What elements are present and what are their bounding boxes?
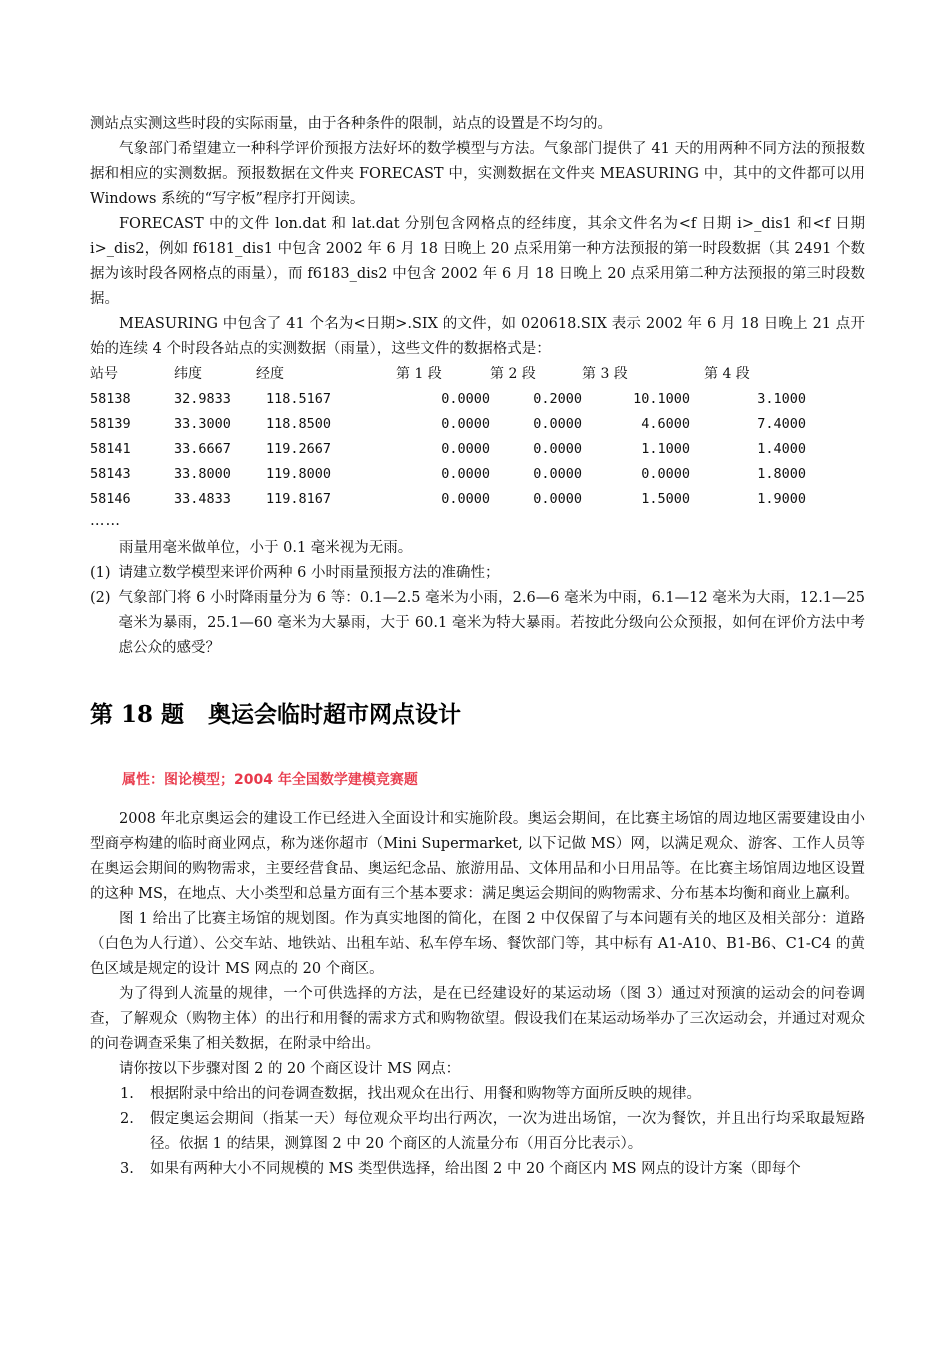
- table-row: [90, 437, 806, 462]
- step-marker: 3.: [120, 1161, 134, 1177]
- cell-period-1: 0.0000: [441, 441, 490, 457]
- unit-note: 雨量用毫米做单位，小于 0.1 毫米视为无雨。: [119, 540, 413, 556]
- cell-longitude: 119.8167: [266, 491, 332, 507]
- step-text: 根据附录中给出的问卷调查数据，找出观众在出行、用餐和购物等方面所反映的规律。: [150, 1086, 701, 1102]
- header-station: 站号: [90, 366, 118, 382]
- question-2-marker: (2): [90, 590, 111, 606]
- section-paragraph-2: 图 1 给出了比赛主场馆的规划图。作为真实地图的简化，在图 2 中仅保留了与本问题有关的地区及相关部分：道路（白色为人行道）、公交车站、地铁站、出租车站、私车停车场、餐饮部门等，其中标有 A1-A10、B1-B6、C1-C4 的黄色区域是规定的设计 MS 网点的 20 个商区。: [90, 911, 865, 977]
- header-period-4: 第 4 段: [704, 366, 750, 382]
- cell-period-3: 10.1000: [633, 391, 690, 407]
- question-1-text: 请建立数学模型来评价两种 6 小时雨量预报方法的准确性；: [118, 565, 500, 581]
- section-paragraph-3: 为了得到人流量的规律，一个可供选择的方法，是在已经建设好的某运动场（图 3）通过对预演的运动会的问卷调查，了解观众（购物主体）的出行和用餐的需求方式和购物欲望。假设我们在某运动场举办了三次运动会，并通过对观众的问卷调查采集了相关数据，在附录中给出。: [90, 986, 865, 1052]
- table-row: [90, 412, 806, 437]
- cell-period-4: 1.9000: [757, 491, 806, 507]
- header-latitude: 纬度: [174, 366, 202, 382]
- cell-latitude: 33.3000: [174, 416, 231, 432]
- cell-period-1: 0.0000: [441, 466, 490, 482]
- section-attribute: 属性：图论模型；2004 年全国数学建模竞赛题: [122, 772, 418, 788]
- cell-period-1: 0.0000: [441, 416, 490, 432]
- intro-paragraph-1: 气象部门希望建立一种科学评价预报方法好坏的数学模型与方法。气象部门提供了 41 天的用两种不同方法的预报数据和相应的实测数据。预报数据在文件夹 FORECAST 中，实测数据在文件夹 MEASURING 中，其中的文件都可以用 Windows 系统的“写字板”程序打开阅读。: [90, 141, 865, 207]
- intro-continuation: 测站点实测这些时段的实际雨量，由于各种条件的限制，站点的设置是不均匀的。: [90, 116, 612, 132]
- cell-longitude: 118.8500: [266, 416, 332, 432]
- cell-period-2: 0.0000: [533, 466, 582, 482]
- table-row: [90, 487, 806, 512]
- cell-station: 58139: [90, 416, 131, 432]
- header-period-2: 第 2 段: [490, 366, 536, 382]
- cell-period-1: 0.0000: [441, 491, 490, 507]
- question-1-marker: (1): [90, 565, 111, 581]
- step-text: 假定奥运会期间（指某一天）每位观众平均出行两次，一次为进出场馆，一次为餐饮，并且出行均采取最短路径。依据 1 的结果，测算图 2 中 20 个商区的人流量分布（用百分比表示）。: [150, 1111, 865, 1152]
- cell-station: 58141: [90, 441, 131, 457]
- station-data-table: [90, 362, 806, 512]
- cell-period-4: 1.8000: [757, 466, 806, 482]
- cell-longitude: 118.5167: [266, 391, 332, 407]
- cell-station: 58146: [90, 491, 131, 507]
- cell-latitude: 32.9833: [174, 391, 231, 407]
- section-title-text: 奥运会临时超市网点设计: [208, 701, 462, 728]
- intro-paragraph-3: MEASURING 中包含了 41 个名为<日期>.SIX 的文件，如 020618.SIX 表示 2002 年 6 月 18 日晚上 21 点开始的连续 4 个时段各站点的实测数据（雨量），这些文件的数据格式是：: [90, 316, 865, 357]
- question-2: [90, 586, 865, 661]
- cell-longitude: 119.2667: [266, 441, 332, 457]
- section-title: [90, 699, 865, 731]
- cell-latitude: 33.4833: [174, 491, 231, 507]
- cell-period-3: 1.1000: [641, 441, 690, 457]
- question-1: [90, 561, 865, 586]
- cell-latitude: 33.6667: [174, 441, 231, 457]
- table-row: [90, 462, 806, 487]
- section-paragraph-4: 请你按以下步骤对图 2 的 20 个商区设计 MS 网点：: [119, 1061, 461, 1077]
- table-ellipsis: ……: [90, 513, 121, 529]
- step-item: [90, 1157, 865, 1182]
- step-marker: 1.: [120, 1086, 134, 1102]
- cell-period-2: 0.0000: [533, 441, 582, 457]
- section-paragraph-1: 2008 年北京奥运会的建设工作已经进入全面设计和实施阶段。奥运会期间，在比赛主场馆的周边地区需要建设由小型商亭构建的临时商业网点，称为迷你超市（Mini Supermarket, 以下记做 MS）网，以满足观众、游客、工作人员等在奥运会期间的购物需求，主要经营食品、奥运纪念品、旅游用品、文体用品和小日用品等。在比赛主场馆周边地区设置的这种 MS，在地点、大小类型和总量方面有三个基本要求：满足奥运会期间的购物需求、分布基本均衡和商业上赢利。: [90, 811, 865, 902]
- cell-station: 58138: [90, 391, 131, 407]
- step-marker: 2.: [120, 1111, 134, 1127]
- cell-station: 58143: [90, 466, 131, 482]
- cell-period-3: 4.6000: [641, 416, 690, 432]
- cell-period-3: 0.0000: [641, 466, 690, 482]
- cell-period-4: 7.4000: [757, 416, 806, 432]
- step-text: 如果有两种大小不同规模的 MS 类型供选择，给出图 2 中 20 个商区内 MS 网点的设计方案（即每个: [150, 1161, 801, 1177]
- table-row: [90, 387, 806, 412]
- header-period-1: 第 1 段: [396, 366, 442, 382]
- document-page: [90, 112, 865, 1182]
- question-2-text: 气象部门将 6 小时降雨量分为 6 等：0.1—2.5 毫米为小雨，2.6—6 毫米为中雨，6.1—12 毫米为大雨，12.1—25 毫米为暴雨，25.1—60 毫米为大暴雨，大于 60.1 毫米为特大暴雨。若按此分级向公众预报，如何在评价方法中考虑公众的感受？: [118, 590, 865, 656]
- section-number: 第 18 题: [90, 701, 185, 728]
- intro-paragraph-2: FORECAST 中的文件 lon.dat 和 lat.dat 分别包含网格点的经纬度，其余文件名为<f 日期 i>_dis1 和<f 日期 i>_dis2，例如 f6181_dis1 中包含 2002 年 6 月 18 日晚上 20 点采用第一种方法预报的第一时段数据（其 2491 个数据为该时段各网格点的雨量），而 f6183_dis2 中包含 2002 年 6 月 18 日晚上 20 点采用第二种方法预报的第三时段数据。: [90, 216, 865, 307]
- step-item: [90, 1082, 865, 1107]
- step-item: [90, 1107, 865, 1157]
- header-longitude: 经度: [256, 366, 284, 382]
- cell-period-2: 0.0000: [533, 416, 582, 432]
- cell-period-3: 1.5000: [641, 491, 690, 507]
- cell-period-2: 0.2000: [533, 391, 582, 407]
- cell-latitude: 33.8000: [174, 466, 231, 482]
- header-period-3: 第 3 段: [582, 366, 628, 382]
- cell-period-4: 3.1000: [757, 391, 806, 407]
- cell-period-1: 0.0000: [441, 391, 490, 407]
- table-header-row: [90, 362, 806, 387]
- cell-longitude: 119.8000: [266, 466, 332, 482]
- cell-period-2: 0.0000: [533, 491, 582, 507]
- cell-period-4: 1.4000: [757, 441, 806, 457]
